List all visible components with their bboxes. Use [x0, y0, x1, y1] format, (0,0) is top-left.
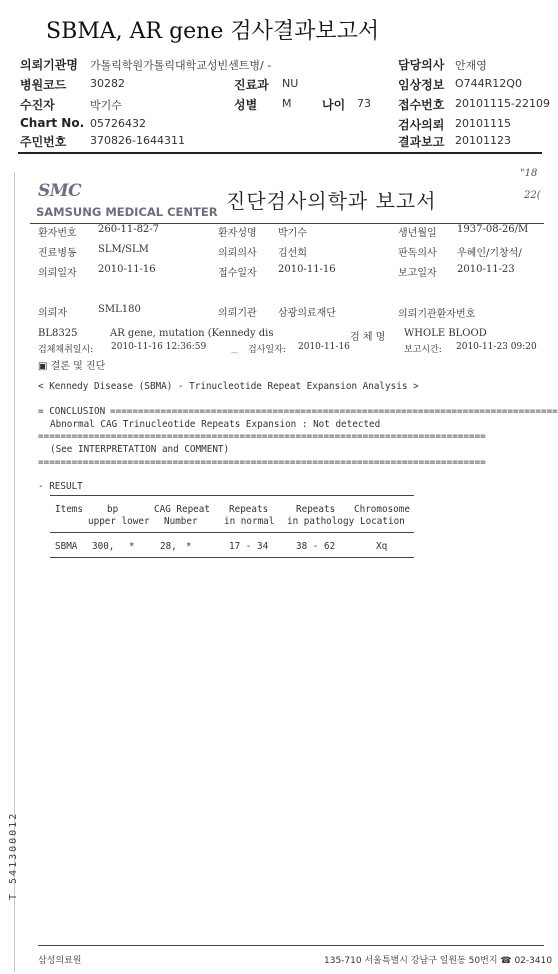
value-resident-number: 370826-1644311 [90, 134, 185, 147]
label-requesting-institution: 의뢰기관명 [20, 58, 78, 72]
col-header-cag-sub: Number [164, 516, 198, 527]
value-report-time: 2010-11-23 09:20 [456, 342, 537, 352]
value-reading-doctor: 우혜인/기창석/ [457, 248, 522, 259]
equals-rule: ================================================================================ [38, 431, 486, 442]
label-requesting-agency: 의뢰기관 [218, 308, 257, 319]
faint-signature: ~ [230, 346, 240, 359]
table-bottom-rule [50, 557, 414, 558]
col-header-normal-sub: in normal [224, 516, 275, 527]
label-resident-number: 주민번호 [20, 135, 67, 149]
label-birth-date: 생년월일 [398, 228, 437, 239]
col-header-chromosome-sub: Location [360, 516, 405, 527]
result-heading: ▣ 결론 및 진단 [38, 361, 106, 372]
value-sex: M [282, 97, 292, 110]
value-collection-time: 2010-11-16 12:36:59 [111, 342, 207, 352]
footer-institution: 삼성의료원 [38, 956, 82, 966]
value-patient: 박기수 [90, 99, 122, 112]
cell-chromosome: Xq [376, 541, 388, 552]
cell-bp-lower: * [129, 541, 135, 552]
label-receipt-number: 접수번호 [398, 98, 445, 112]
handwritten-note-2: 22( [524, 190, 541, 201]
cell-repeats-pathology: 38 - 62 [296, 541, 336, 552]
label-specimen: 검 체 명 [350, 332, 386, 343]
page-title: SBMA, AR gene 검사결과보고서 [46, 19, 380, 44]
label-collection-time: 검체채취일시: [38, 345, 94, 355]
col-header-cag: CAG Repeat [154, 504, 210, 515]
col-header-pathology: Repeats [296, 504, 336, 515]
header-divider [18, 152, 542, 154]
value-ward: SLM/SLM [98, 244, 149, 255]
value-requester: SML180 [98, 304, 141, 315]
label-patient-name: 환자성명 [218, 228, 257, 239]
label-requester: 의뢰자 [38, 308, 67, 319]
value-chart-no: 05726432 [90, 117, 146, 130]
value-receipt-number: 20101115-22109 [455, 97, 550, 110]
vertical-document-code: T 541300012 [8, 811, 19, 900]
see-note: (See INTERPRETATION and COMMENT) [50, 444, 230, 455]
smc-logo-subtitle: SAMSUNG MEDICAL CENTER [36, 205, 218, 219]
cell-cag-number: 28, [160, 541, 177, 552]
value-report-date: 2010-11-23 [457, 264, 515, 275]
cell-cag-mark: * [186, 541, 192, 552]
value-receipt-date: 2010-11-16 [278, 264, 336, 275]
conclusion-label: = CONCLUSION [38, 406, 106, 417]
value-hospital-code: 30282 [90, 77, 125, 90]
label-chart-no: Chart No. [20, 116, 85, 130]
label-department: 진료과 [234, 78, 269, 92]
col-header-bp: bp [107, 504, 119, 515]
label-ward: 진료병동 [38, 248, 77, 259]
label-requesting-doctor: 의뢰의사 [218, 248, 257, 259]
label-test-request: 검사의뢰 [398, 118, 445, 132]
label-result-report: 결과보고 [398, 135, 445, 149]
footer-address: 135-710 서울특별시 강남구 일원동 50번지 ☎ 02-3410 [324, 956, 553, 966]
value-requesting-institution: 가톨릭학원가톨릭대학교성빈센트병/ - [90, 59, 272, 72]
col-header-bp-sub: upper lower [88, 516, 150, 527]
value-department: NU [282, 77, 299, 90]
label-age: 나이 [322, 98, 346, 112]
col-header-items: Items [55, 504, 83, 515]
handwritten-note: "18 [520, 168, 538, 179]
value-specimen: WHOLE BLOOD [404, 328, 487, 339]
value-patient-name: 박기수 [278, 228, 307, 239]
table-header-rule [50, 532, 414, 533]
report-title: 진단검사의학과 보고서 [226, 189, 437, 213]
cell-bp-upper: 300, [92, 541, 115, 552]
label-patient: 수진자 [20, 98, 55, 112]
label-test-date: 검사일자: [248, 345, 286, 355]
value-birth-date: 1937-08-26/M [457, 224, 529, 235]
value-result-report: 20101123 [455, 134, 511, 147]
value-request-date: 2010-11-16 [98, 264, 156, 275]
value-age: 73 [357, 97, 371, 110]
cell-repeats-normal: 17 - 34 [229, 541, 269, 552]
analysis-title: < Kennedy Disease (SBMA) - Trinucleotide Repeat Expansion Analysis > [38, 381, 419, 392]
label-report-date: 보고일자 [398, 268, 437, 279]
label-hospital-code: 병원코드 [20, 78, 67, 92]
label-clinical-info: 임상정보 [398, 78, 445, 92]
value-requesting-doctor: 김선희 [278, 248, 307, 259]
label-attending-doctor: 담당의사 [398, 58, 445, 72]
value-patient-number: 260-11-82-7 [98, 224, 160, 235]
scanned-report-page [14, 172, 558, 972]
label-receipt-date: 접수일자 [218, 268, 257, 279]
conclusion-text: Abnormal CAG Trinucleotide Repeats Expansion : Not detected [50, 419, 381, 430]
table-top-rule [50, 495, 414, 496]
value-clinical-info: O744R12Q0 [455, 77, 522, 90]
value-test-request: 20101115 [455, 117, 511, 130]
value-attending-doctor: 안재영 [455, 59, 487, 72]
equals-rule: ================================================================================ [110, 406, 558, 417]
col-header-pathology-sub: in pathology [287, 516, 355, 527]
equals-rule: ================================================================================ [38, 457, 486, 468]
value-test-date: 2010-11-16 [298, 342, 350, 352]
col-header-chromosome: Chromosome [354, 504, 410, 515]
test-name: AR gene, mutation (Kennedy dis [110, 328, 274, 339]
label-request-date: 의뢰일자 [38, 268, 77, 279]
label-agency-patient-number: 의뢰기관환자번호 [398, 309, 476, 320]
smc-logo: SMC [38, 181, 82, 201]
label-patient-number: 환자번호 [38, 228, 77, 239]
cell-item: SBMA [55, 541, 78, 552]
col-header-normal: Repeats [229, 504, 269, 515]
footer-rule [38, 945, 544, 946]
value-requesting-agency: 삼광의료재단 [278, 308, 336, 319]
label-sex: 성별 [234, 98, 258, 112]
label-reading-doctor: 판독의사 [398, 248, 437, 259]
result-label: - RESULT [38, 481, 83, 492]
test-code: BL8325 [38, 328, 78, 339]
label-report-time: 보고시간: [404, 345, 442, 355]
